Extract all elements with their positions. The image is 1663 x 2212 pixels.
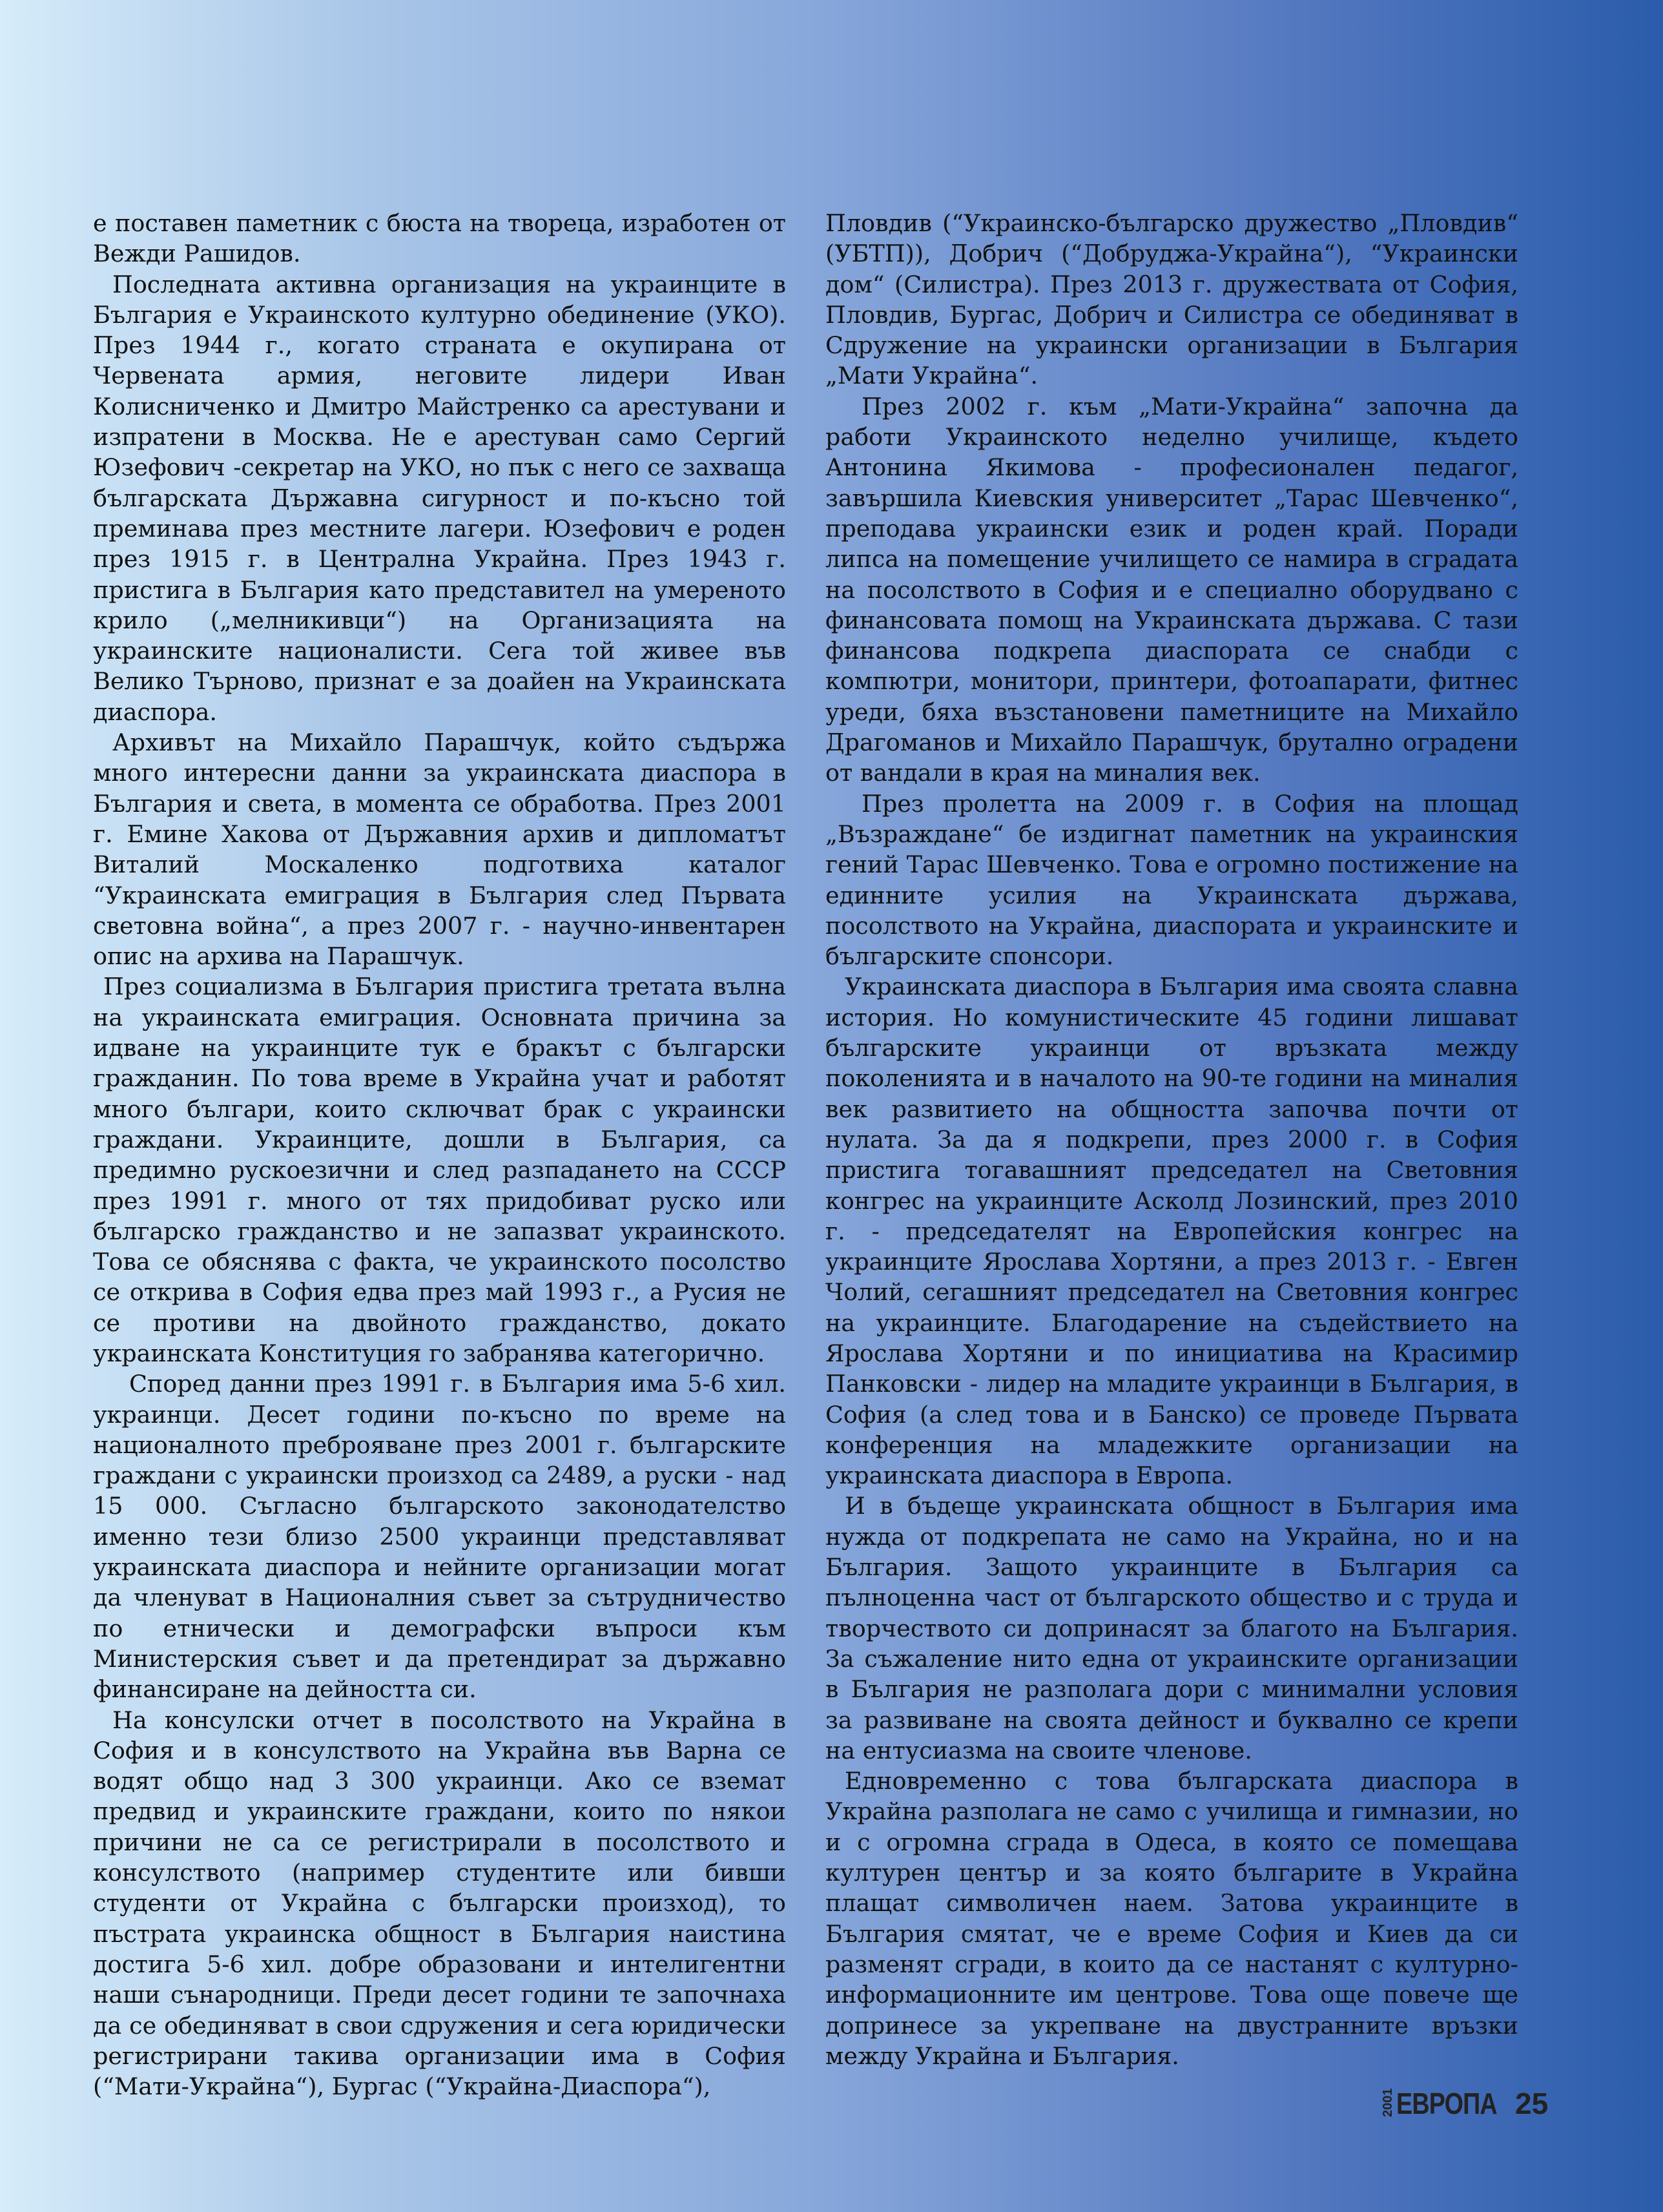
article-column-left [93, 208, 786, 2101]
page-number: 25 [1515, 2087, 1549, 2120]
article-paragraph: Според данни през 1991 г. в България има 5-6 хил. украинци. Десет години по-късно по време на националното преброяване през 2001 г. българските граждани с украински произход са 2489, а руски - над 15 000. Съгласно българското законодателство именно тези близо 2500 украинци представляват украинската диаспора и нейните организации могат да членуват в Националния съвет за сътрудничество по етнически и демографски въпроси към Министерския съвет и да претендират за държавно финансиране на дейността си. [93, 1370, 786, 1704]
magazine-logo: ЕВРОПА [1396, 2087, 1497, 2120]
article-paragraph: И в бъдеще украинската общност в България има нужда от подкрепата не само на Украйна, но и на България. Защото украинците в България са пълноценна част от българското общество и с труда и творчеството си допринасят за благото на България. За съжаление нито една от украинските организации в България не разполага дори с минимални условия за развиване на своята дейност и буквално се крепи на ентусиазма на своите членове. [825, 1492, 1518, 1764]
issue-year: 2001 [1381, 2088, 1395, 2117]
article-paragraph: През 2002 г. към „Мати-Украйна“ започна да работи Украинското неделно училище, където Антонина Якимова - професионален педагог, завършила Киевския университет „Тарас Шевченко“, преподава украински език и роден край. Поради липса на помещение училището се намира в сградата на посолството в София и е специално оборудвано с финансовата помощ на Украинската държава. С тази финансова подкрепа диаспората се снабди с компютри, монитори, принтери, фотоапарати, фитнес уреди, бяха възстановени паметниците на Михайло Драгоманов и Михайло Парашчук, брутално оградени от вандали в края на миналия век. [825, 392, 1518, 787]
article-column-right [825, 208, 1518, 2068]
article-paragraph: През социализма в България пристига третата вълна на украинската емиграция. Основната причина за идване на украинците тук е бракът с български гражданин. По това време в Украйна учат и работят много българи, които сключват брак с украински граждани. Украинците, дошли в България, са предимно рускоезични и след разпадането на СССР през 1991 г. много от тях придобиват руско или българско гражданство и не запазват украинското. Това се обяснява с факта, че украинското посолство се открива в София едва през май 1993 г., а Русия не се противи на двойното гражданство, докато украинската Конституция го забранява категорично. [93, 973, 786, 1367]
page-footer [1381, 2080, 1548, 2121]
article-paragraph: Последната активна организация на украинците в България е Украинското културно обединение (УКО). През 1944 г., когато страната е окупирана от Червената армия, неговите лидери Иван Колисниченко и Дмитро Майстренко са арестувани и изпратени в Москва. Не е арестуван само Сергий Юзефович -секретар на УКО, но пък с него се захваща българската Държавна сигурност и по-късно той преминава през местните лагери. Юзефович е роден през 1915 г. в Централна Украйна. През 1943 г. пристига в България като представител на умереното крило („мелникивци“) на Организацията на украинските националисти. Сега той живее във Велико Търново, признат е за доайен на Украинската диаспора. [93, 270, 786, 726]
article-paragraph: Архивът на Михайло Парашчук, който съдържа много интересни данни за украинската диаспора в България и света, в момента се обработва. През 2001 г. Емине Хакова от Държавния архив и дипломатът Виталий Москаленко подготвиха каталог “Украинската емиграция в България след Първата световна война“, а през 2007 г. - научно-инвентарен опис на архива на Парашчук. [93, 729, 786, 971]
article-paragraph: Пловдив (“Украинско-българско дружество „Пловдив“ (УБТП)), Добрич (“Добруджа-Украйна“), “Украински дом“ (Силистра). През 2013 г. дружествата от София, Пловдив, Бургас, Добрич и Силистра се обединяват в Сдружение на украински организации в България „Мати Украйна“. [825, 209, 1518, 390]
article-paragraph: Украинската диаспора в България има своята славна история. Но комунистическите 45 години лишават българските украинци от връзката между поколенията и в началото на 90-те години на миналия век развитието на общността започва почти от нулата. За да я подкрепи, през 2000 г. в София пристига тогавашният председател на Световния конгрес на украинците Асколд Лозинский, през 2010 г. - председателят на Европейския конгрес на украинците Ярослава Хортяни, а през 2013 г. - Евген Чолий, сегашният председател на Световния конгрес на украинците. Благодарение на съдействието на Ярослава Хортяни и по инициатива на Красимир Панковски - лидер на младите украинци в България, в София (а след това и в Банско) се проведе Първата конференция на младежките организации на украинската диаспора в Европа. [825, 973, 1518, 1490]
article-paragraph: На консулски отчет в посолството на Украйна в София и в консулството на Украйна във Варна се водят общо над 3 300 украинци. Ако се вземат предвид и украинските граждани, които по някои причини не са се регистрирали в посолството и консулството (например студентите или бивши студенти от Украйна с български произход), то пъстрата украинска общност в България наистина достига 5-6 хил. добре образовани и интелигентни наши сънародници. Преди десет години те започнаха да се обединяват в свои сдружения и сега юридически регистрирани такива организации има в София (“Мати-Украйна“), Бургас (“Украйна-Диаспора“), [93, 1706, 786, 2101]
article-paragraph: През пролетта на 2009 г. в София на площад „Възраждане“ бе издигнат паметник на украинския гений Тарас Шевченко. Това е огромно постижение на единните усилия на Украинската държава, посолството на Украйна, диаспората и украинските и българските спонсори. [825, 789, 1518, 971]
article-paragraph: е поставен паметник с бюста на твореца, изработен от Вежди Рашидов. [93, 209, 786, 268]
article-paragraph: Едновременно с това българската диаспора в Украйна разполага не само с училища и гимназии, но и с огромна сграда в Одеса, в която се помещава културен център и за която българите в Украйна плащат символичен наем. Затова украинците в България смятат, че е време София и Киев да си разменят сгради, в които да се настанят с културно-информационните им центрове. Това още повече ще допринесе за укрепване на двустранните връзки между Украйна и България. [825, 1767, 1518, 2070]
